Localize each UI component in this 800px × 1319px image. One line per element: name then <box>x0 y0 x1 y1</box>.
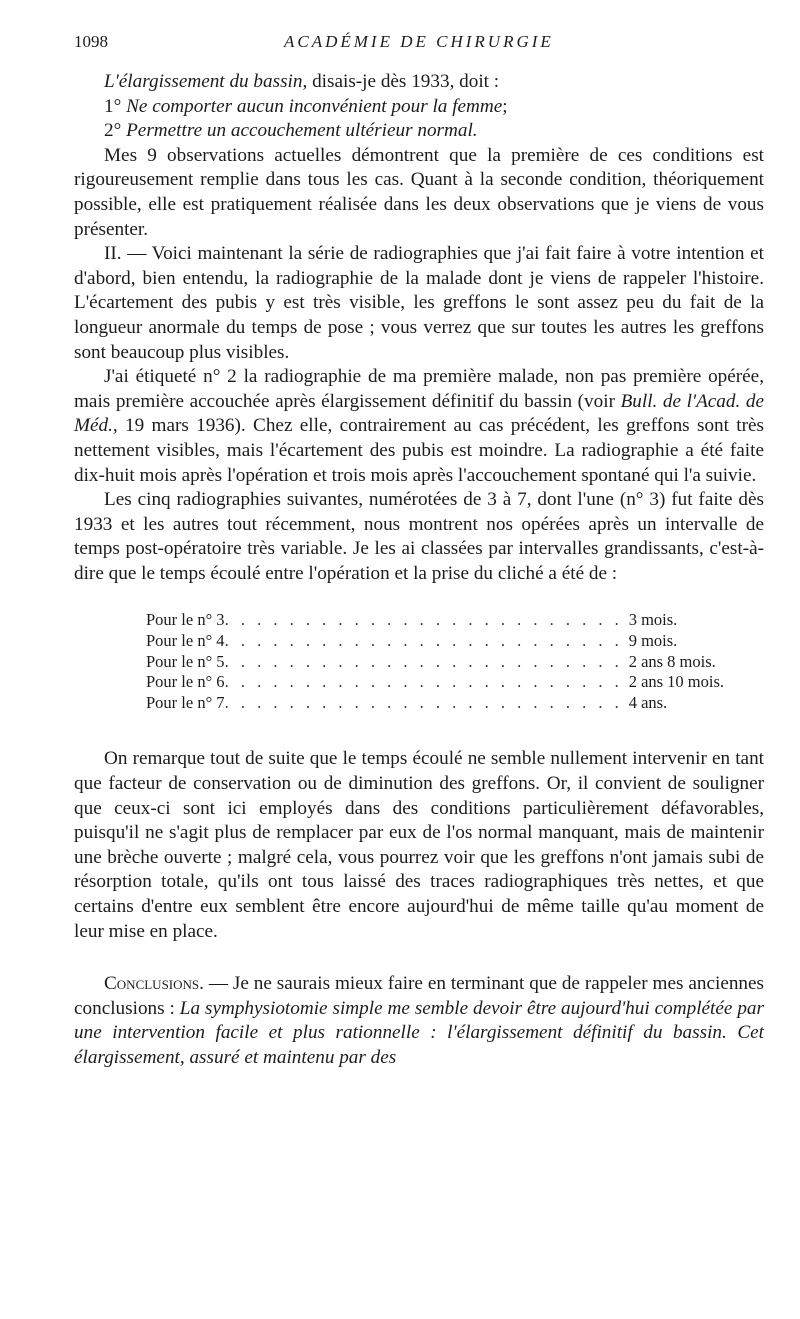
interval-value: 2 ans 8 mois. <box>628 651 716 671</box>
paragraph-5: On remarque tout de suite que le temps écoulé ne semble nullement intervenir en tant que facteur de conservation ou de diminution des greffons. Or, il convient de souligner que ceux-ci sont ici employés dans des conditions particulièrement défavorables, puisqu'il ne s'agit plus de remplacer par eux de l'os normal manquant, mais de maintenir une brèche ouverte ; malgré cela, vous pourrez voir que les greffons n'ont jamais subi de résorption totale, qu'ils ont tous laissé des traces radiographiques très nettes, et que certains d'entre eux semblent être encore aujourd'hui de même taille qu'au moment de leur mise en place. <box>74 748 764 942</box>
body-text <box>74 70 764 1071</box>
conclusion-heading: Conclusions. <box>104 973 204 995</box>
interval-label: Pour le n° 4 <box>146 631 225 651</box>
paragraph-3-a: J'ai étiqueté n° 2 la radiographie de ma première malade, non pas première opérée, mais première accouchée après élargissement définitif du bassin (voir <box>74 366 764 412</box>
interval-value: 2 ans 10 mois. <box>628 672 725 692</box>
interval-value: 9 mois. <box>628 631 678 651</box>
interval-row: Pour le n° 6 . . . . . . . . . . . . . . . . . . . . . . . . . 2 ans 10 mois. <box>146 672 725 692</box>
interval-row: Pour le n° 7 . . . . . . . . . . . . . . . . . . . . . . . . . 4 ans. <box>146 693 706 714</box>
running-title: ACADÉMIE DE CHIRURGIE <box>284 32 554 51</box>
condition-1-text: Ne comporter aucun inconvénient pour la femme <box>126 95 503 117</box>
interval-label: Pour le n° 3 <box>146 610 225 630</box>
condition-2-text: Permettre un accouchement ultérieur normal. <box>126 120 478 142</box>
interval-label: Pour le n° 7 <box>146 692 225 712</box>
conclusion-italic: La symphysiotomie simple me semble devoir être aujourd'hui complétée par une intervention facile et plus rationnelle : l'élargissement définitif du bassin. Cet élargissement, assuré et maintenu par des <box>74 997 764 1068</box>
interval-label: Pour le n° 5 <box>146 651 225 671</box>
paragraph-3-b: 19 mars 1936). Chez elle, contrairement au cas précédent, les greffons sont très nettement visibles, mais l'écartement des pubis est moindre. La radiographie a été faite dix-huit mois après l'opération et trois mois après l'accouchement spontané qui l'a suivie. <box>74 415 764 486</box>
paragraph-4: Les cinq radiographies suivantes, numérotées de 3 à 7, dont l'une (n° 3) fut faite dès 1933 et les autres tout récemment, nous montrent nos opérées après un intervalle de temps post-opératoire très variable. Je les ai classées par intervalles grandissants, c'est-à-dire que le temps écoulé entre l'opération et la prise du cliché a été de : <box>74 489 764 584</box>
conclusion-paragraph <box>74 972 764 1070</box>
paragraph-1: Mes 9 observations actuelles démontrent que la première de ces conditions est rigoureusement remplie dans tous les cas. Quant à la seconde condition, théoriquement possible, elle est pratiquement réalisée dans les deux observations que je viens de vous présenter. <box>74 144 764 240</box>
intervals-list <box>146 610 725 713</box>
interval-value: 4 ans. <box>628 692 668 712</box>
intro-italic: L'élargissement du bassin, <box>104 71 308 92</box>
interval-row: Pour le n° 4 . . . . . . . . . . . . . . . . . . . . . . . . . 9 mois. <box>146 631 706 652</box>
condition-1-end: ; <box>502 95 508 117</box>
page-header <box>74 32 760 56</box>
condition-1-number: 1° <box>104 95 127 117</box>
condition-2-number: 2° <box>104 120 127 142</box>
interval-row: Pour le n° 3 . . . . . . . . . . . . . . . . . . . . . . . . . 3 mois. <box>146 610 706 631</box>
interval-value: 3 mois. <box>628 610 678 630</box>
page-number: 1098 <box>74 32 108 51</box>
intro-rest: disais-je dès 1933, doit : <box>307 71 500 92</box>
interval-row: Pour le n° 5 . . . . . . . . . . . . . . . . . . . . . . . . . 2 ans 8 mois. <box>146 651 716 671</box>
intro-line <box>74 70 764 95</box>
paragraph-3 <box>74 365 764 488</box>
conclusion-text: Je ne saurais mieux faire en terminant que de rappeler mes anciennes conclusions : <box>74 973 765 1019</box>
paragraph-3-citation: Bull. de l'Acad. de Méd., <box>74 390 765 437</box>
interval-label: Pour le n° 6 <box>146 672 225 692</box>
condition-1 <box>74 95 764 120</box>
conclusion-dash: — <box>203 973 233 995</box>
paragraph-2: II. — Voici maintenant la série de radiographies que j'ai fait faire à votre intention et d'abord, bien entendu, la radiographie de la malade dont je viens de rappeler l'histoire. L'écartement des pubis y est très visible, les greffons le sont assez peu du fait de la longueur anormale du temps de pose ; vous verrez que sur toutes les autres les greffons sont beaucoup plus visibles. <box>74 243 764 363</box>
condition-2 <box>74 119 764 144</box>
